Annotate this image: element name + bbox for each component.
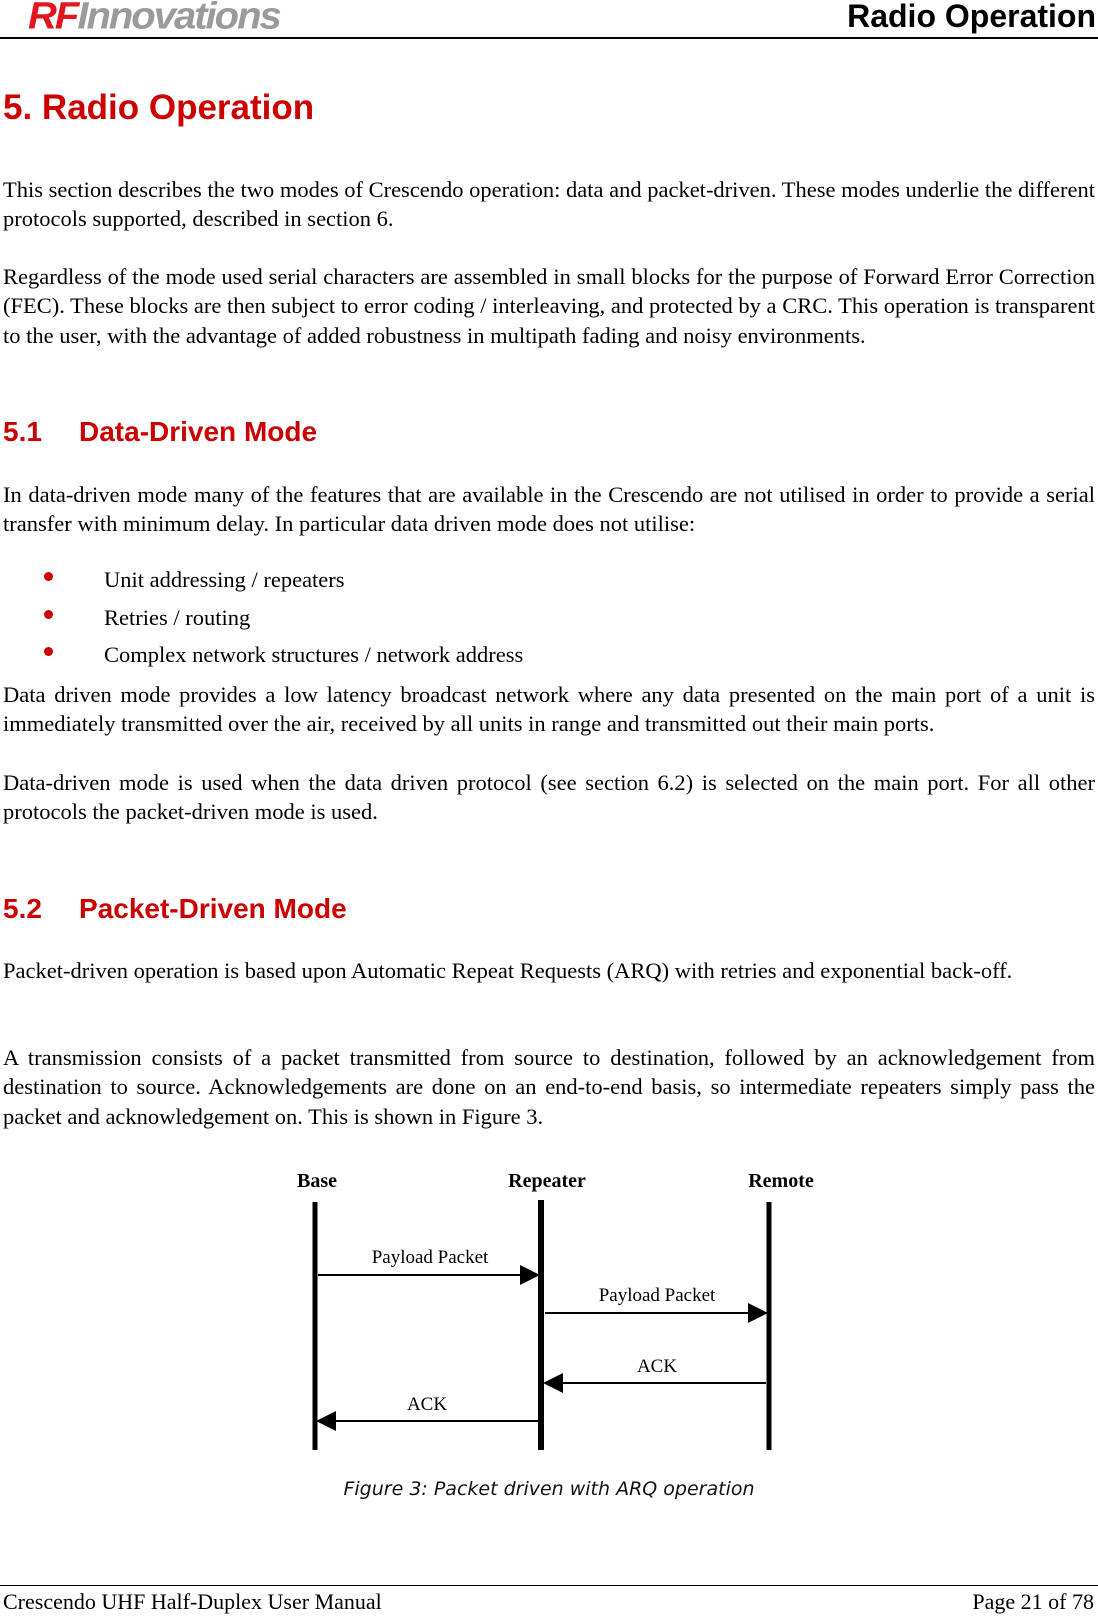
logo-rf: RF	[28, 0, 78, 37]
section-number: 5.2	[3, 893, 42, 924]
node-base-label: Base	[297, 1170, 337, 1192]
bullet-item	[44, 640, 523, 669]
header-title: Radio Operation	[847, 0, 1096, 34]
page-title: 5. Radio Operation	[3, 88, 315, 127]
bullet-text: Unit addressing / repeaters	[104, 567, 345, 592]
intro-paragraph-1: This section describes the two modes of Crescendo operation: data and packet-driven. These modes underlie the different protocols supported, described in section 6.	[3, 177, 1095, 232]
section-title: Data-Driven Mode	[79, 416, 318, 447]
footer-divider	[0, 1585, 1098, 1586]
bullet-text: Retries / routing	[104, 605, 251, 630]
header-divider	[0, 37, 1098, 39]
section-title: Packet-Driven Mode	[79, 893, 347, 924]
figure-caption: Figure 3: Packet driven with ARQ operation	[343, 1478, 755, 1500]
bullet-item	[44, 565, 345, 594]
bullet-text: Complex network structures / network address	[104, 642, 524, 667]
msg-label: ACK	[636, 1356, 678, 1377]
footer-doc-title: Crescendo UHF Half-Duplex User Manual	[3, 1589, 382, 1614]
s51-paragraph-3: Data-driven mode is used when the data driven protocol (see section 6.2) is selected on the main port. For all other protocols the packet-driven mode is used.	[3, 770, 1095, 825]
bullet-icon	[44, 610, 53, 619]
intro-paragraph-2: Regardless of the mode used serial characters are assembled in small blocks for the purpose of Forward Error Correction (FEC). These blocks are then subject to error coding / interleaving, and protected by a CRC. This operation is transparent to the user, with the advantage of added robustness in multipath fading and noisy environments.	[3, 264, 1095, 348]
bullet-item	[44, 603, 250, 632]
node-repeater-label: Repeater	[508, 1170, 586, 1192]
footer-page-number: Page 21 of 78	[972, 1589, 1094, 1614]
s52-paragraph-1: Packet-driven operation is based upon Automatic Repeat Requests (ARQ) with retries and exponential back-off.	[3, 958, 1013, 983]
section-5-1-heading	[3, 416, 317, 448]
rf-innovations-logo	[28, 0, 280, 38]
msg-label: ACK	[406, 1394, 448, 1415]
section-number: 5.1	[3, 416, 42, 447]
s51-paragraph-1: In data-driven mode many of the features that are available in the Crescendo are not utilised in order to provide a serial transfer with minimum delay. In particular data driven mode does not utilise:	[3, 482, 1095, 537]
msg-label: Payload Packet	[371, 1247, 489, 1268]
section-5-2-heading	[3, 893, 347, 925]
s51-paragraph-2: Data driven mode provides a low latency broadcast network where any data presented on the main port of a unit is immediately transmitted over the air, received by all units in range and transmitted out their main ports.	[3, 682, 1095, 737]
node-remote-label: Remote	[748, 1170, 814, 1192]
sequence-diagram	[0, 1160, 1098, 1460]
s52-paragraph-2: A transmission consists of a packet transmitted from source to destination, followed by an acknowledgement from destination to source. Acknowledgements are done on an end-to-end basis, so intermediate repeaters simply pass the packet and acknowledgement on. This is shown in Figure 3.	[3, 1045, 1095, 1129]
bullet-icon	[44, 572, 53, 581]
bullet-icon	[44, 647, 53, 656]
logo-innovations: Innovations	[77, 0, 280, 37]
msg-label: Payload Packet	[598, 1285, 716, 1306]
